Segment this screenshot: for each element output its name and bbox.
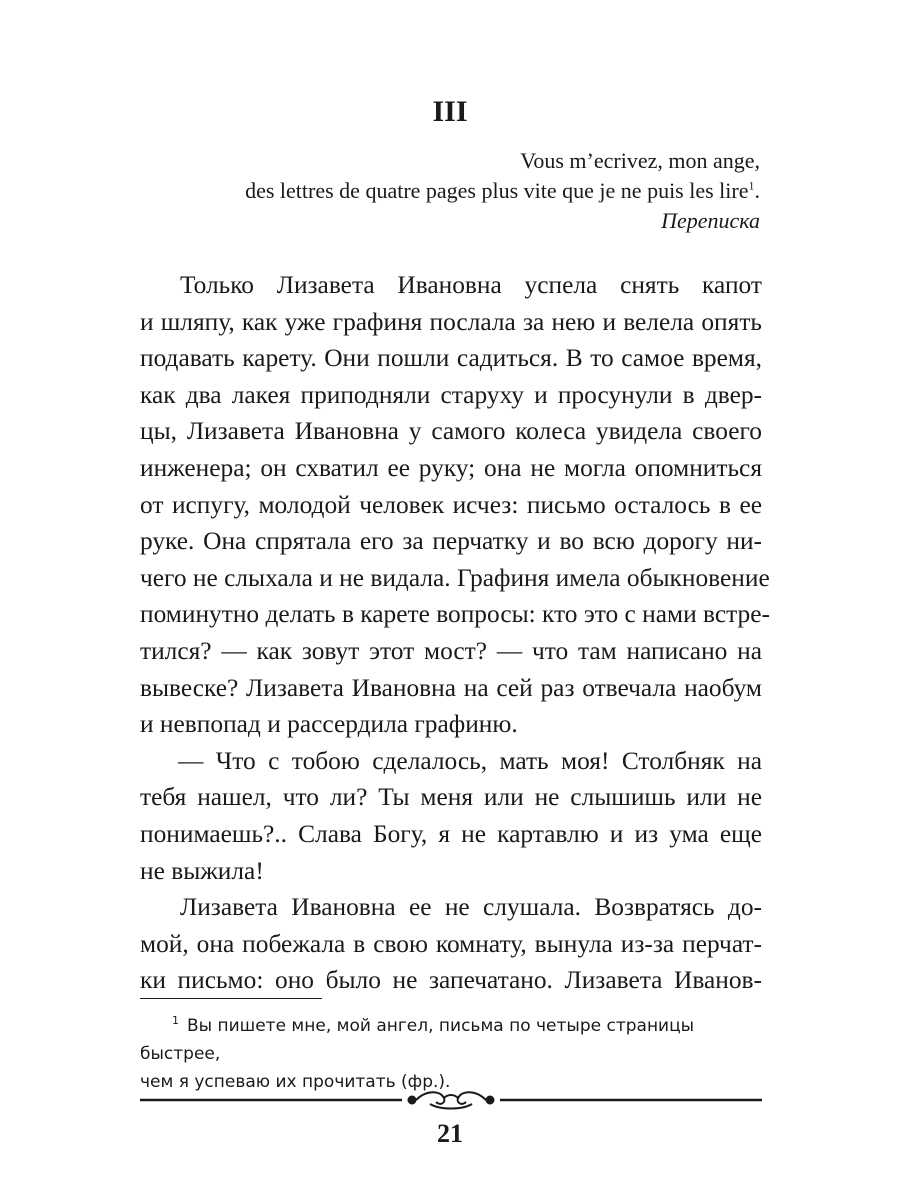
text-line: Только Лизавета Ивановна успела снять капот: [180, 271, 762, 299]
text-line: вывеске? Лизавета Ивановна на сей раз отвечала наобум: [140, 673, 762, 702]
text-line: мой, она побежала в свою комнату, вынула из-за перчат-: [140, 929, 762, 958]
text-line: инженера; он схватил ее руку; она не могла опомниться: [140, 453, 762, 482]
text-line: тебя нашел, что ли? Ты меня или не слышишь или не: [140, 783, 762, 812]
epigraph-line-1: Vous m’ecrivez, mon ange,: [520, 148, 760, 173]
text-line: не выжила!: [140, 856, 264, 885]
footnote: [140, 1012, 762, 1096]
footnote-mark: 1: [172, 1014, 179, 1028]
epigraph-footnote-ref[interactable]: 1: [748, 178, 755, 193]
text-line: подавать карету. Они пошли садиться. В то самое время,: [140, 344, 762, 373]
ornament-divider: [140, 1088, 762, 1112]
text-line: поминутно делать в карете вопросы: кто это с нами встре-: [140, 600, 770, 629]
epigraph-line-2: [120, 176, 760, 206]
footnote-line-2: чем я успеваю их прочитать (фр.).: [140, 1072, 451, 1092]
text-line: — Что с тобою сделалось, мать моя! Столбняк на: [178, 746, 762, 775]
text-line: тился? — как зовут этот мост? — что там написано на: [140, 636, 762, 665]
text-line: и шляпу, как уже графиня послала за нею и велела опять: [140, 307, 762, 336]
text-line: понимаешь?.. Слава Богу, я не картавлю и из ума еще: [140, 819, 762, 848]
epigraph-source: Переписка: [661, 208, 760, 233]
chapter-heading: III: [432, 95, 468, 128]
text-line: руке. Она спрятала его за перчатку и во всю дорогу ни-: [140, 527, 762, 556]
text-line: цы, Лизавета Ивановна у самого колеса увидела своего: [140, 417, 762, 446]
page-number: 21: [437, 1119, 463, 1148]
text-line: и невпопад и рассердила графиню.: [140, 710, 518, 739]
body-text: [140, 267, 770, 999]
text-line: чего не слыхала и не видала. Графиня имела обыкновение: [140, 563, 770, 592]
footnote-text-1: Вы пишете мне, мой ангел, письма по четыре страницы быстрее,: [140, 1016, 695, 1064]
text-line: Лизавета Ивановна ее не слушала. Возвратясь до-: [180, 893, 762, 922]
epigraph-line-2-text: des lettres de quatre pages plus vite que je ne puis les lire: [245, 178, 749, 203]
epigraph-line-2-end: .: [754, 178, 760, 203]
text-line: как два лакея приподняли старуху и просунули в двер-: [140, 380, 762, 409]
text-line: ки письмо: оно было не запечатано. Лизавета Иванов-: [140, 966, 762, 995]
footnote-line-1: [140, 1012, 762, 1068]
epigraph: [120, 146, 760, 236]
footnote-divider: [140, 998, 322, 999]
flourish-icon: [409, 1092, 494, 1108]
text-line: от испугу, молодой человек исчез: письмо осталось в ее: [140, 490, 762, 519]
